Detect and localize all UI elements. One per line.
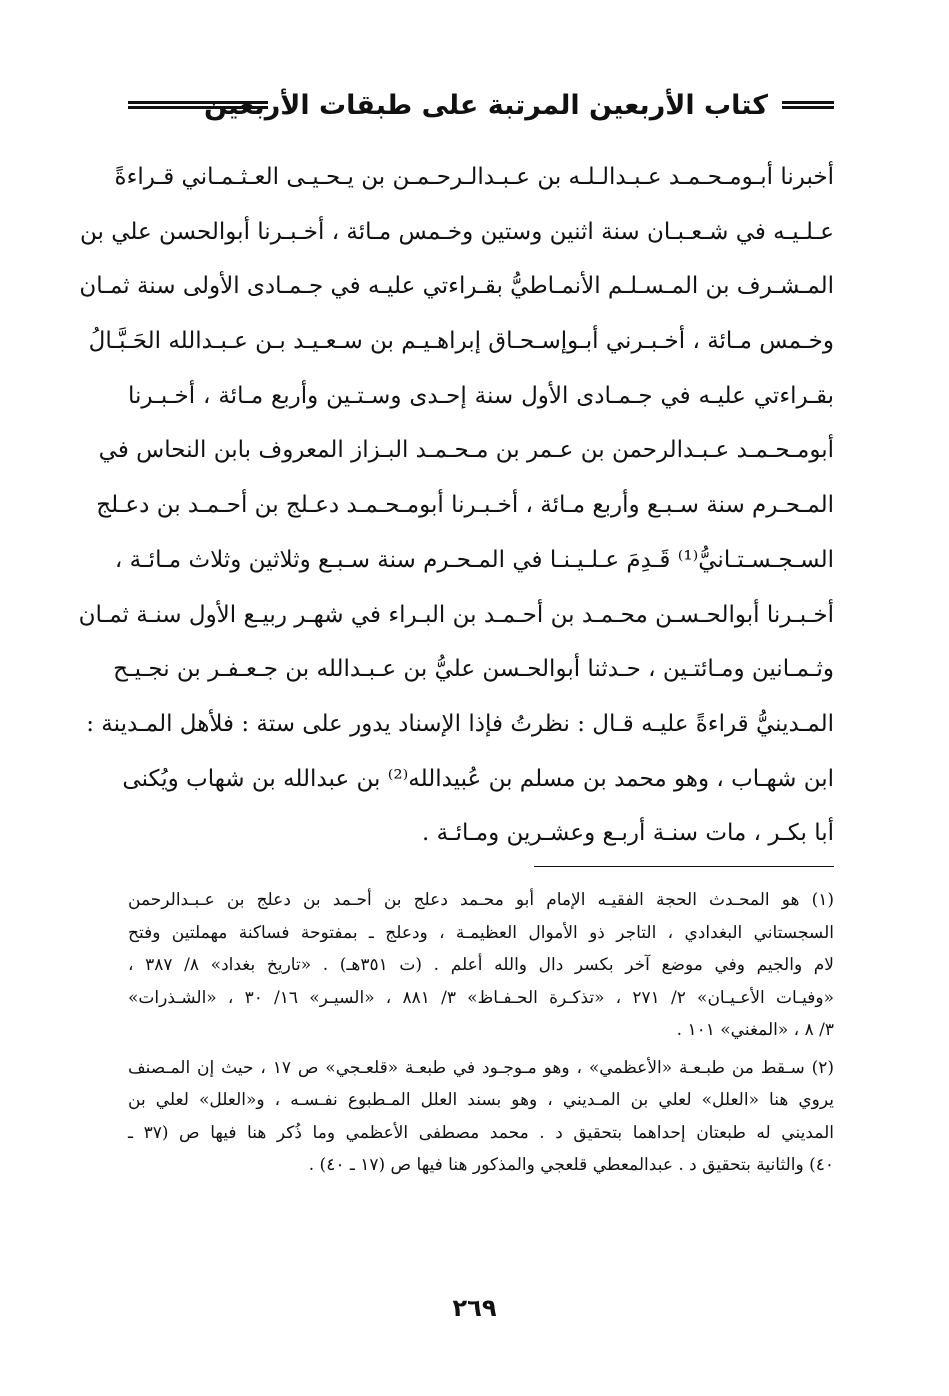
main-text-line: وخـمس مـائة ، أخـبـرني أبـوإسـحـاق إبراهـيـم بن سـعـيـد بـن عـبـدالله الحَـبَّـالُ <box>88 328 834 355</box>
running-header <box>128 84 834 128</box>
footnote-line: المديني له طبعتان إحداهما بتحقيق د . محمد مصطفى الأعظمي وما ذُكر هنا فيها ص (٣٧ ـ <box>128 1122 834 1143</box>
footnote-line: السجستاني البغدادي ، التاجر ذو الأموال العظيمـة ، ودعلج ـ بمفتوحة فساكنة مهملتين وفتح <box>128 922 834 943</box>
main-text-line: بقـراءتي عليـه في جـمـادى الأول سنة إحـدى وسـتـين وأربع مـائة ، أخـبـرنا <box>128 382 834 409</box>
footnote-line: «وفيـات الأعـيـان» ٢/ ٢٧١ ، «تذكـرة الحـفـاظ» ٣/ ٨٨١ ، «السيـر» ١٦/ ٣٠ ، «الشـذرات» <box>128 987 834 1008</box>
footnotes <box>128 884 834 1187</box>
footnote-line: ٤٠) والثانية بتحقيق د . عبدالمعطي قلعجي والمذكور هنا فيها ص (١٧ ـ ٤٠) . <box>308 1155 834 1175</box>
footnote-1 <box>128 884 834 1047</box>
main-text-line: السـجـسـتـانيُّ⁽¹⁾ قَـدِمَ عـلـيـنـا في المـحـرم سنة سـبـع وثلاثين وثلاث مـائـة ، <box>114 546 834 573</box>
footnote-separator <box>534 866 834 867</box>
main-text-line: أخـبـرنا أبوالحـسـن محـمـد بن أحـمـد بن البـراء في شهـر ربيـع الأول سنـة ثمـان <box>78 601 834 628</box>
footnote-line: (٢) سـقط من طبـعـة «الأعظمي» ، وهو مـوجـود في طبعـة «قلعـجي» ص ١٧ ، حيث إن المـصنف <box>128 1057 834 1078</box>
main-text-line: المـشـرف بن المـسـلـم الأنمـاطيُّ بقـراءتي عليـه في جـمـادى الأولى سنة ثمـان <box>79 273 834 300</box>
footnote-line: يروي هنا «العلل» لعلي بن المـديني ، وهو بسند العلل المـطبوع نفـسـه ، و«العلل» لعلي بن <box>128 1090 834 1110</box>
main-text-line: وثـمـانين ومـائتـين ، حـدثنا أبوالحـسن عليُّ بن عـبـدالله بن جـعـفـر بن نجـيـح <box>113 656 834 683</box>
main-text-line: أبومـحـمـد عـبـدالرحمن بن عـمر بن مـحـمـد البـزاز المعروف بابن النحاس في <box>98 437 834 464</box>
header-title: كتاب الأربعين المرتبة على طبقات الأربعين <box>204 90 768 121</box>
header-rule-left <box>128 101 268 109</box>
footnote-2 <box>128 1052 834 1182</box>
page-number: ٢٦٩ <box>452 1294 497 1322</box>
main-text <box>78 150 834 850</box>
main-text-line: المـحـرم سنة سـبـع وأربع مـائة ، أخـبـرنا أبومـحـمـد دعـلج بن أحـمـد بن دعـلج <box>96 492 834 519</box>
main-text-line: أخبرنا أبـومـحـمـد عـبـدالـلـه بن عـبـدالـرحـمـن بن يـحـيـى العـثـمـاني قـراءةً <box>114 164 834 190</box>
main-text-line: عـلـيـه في شـعـبـان سنة اثنين وستين وخـمس مـائة ، أخـبـرنا أبوالحسن علي بن <box>79 218 834 245</box>
footnote-line: (١) هو المحـدث الحجة الفقيـه الإمام أبو محـمد دعلج بن أحـمد بن دعلج بن عـبـدالرحمن <box>128 890 834 910</box>
footnote-line: ٣/ ٨ ، «المغني» ١٠١ . <box>676 1020 834 1040</box>
main-text-line: أبا بكـر ، مات سنـة أربـع وعشـرين ومـائـة . <box>421 820 834 847</box>
footnote-line: لام والجيم وفي موضع آخر بكسر دال والله أعلم . (ت ٣٥١هـ) . «تاريخ بغداد» ٨/ ٣٨٧ ، <box>128 955 835 975</box>
main-text-line: ابن شهـاب ، وهو محمد بن مسلم بن عُبيدالله⁽²⁾ بن عبدالله بن شهاب ويُكنى <box>122 765 834 792</box>
header-rule-right <box>782 101 834 109</box>
main-text-line: المـدينيُّ قراءةً عليـه قـال : نظرتُ فإذا الإسناد يدور على ستة : فلأهل المـدينة : <box>86 710 834 737</box>
